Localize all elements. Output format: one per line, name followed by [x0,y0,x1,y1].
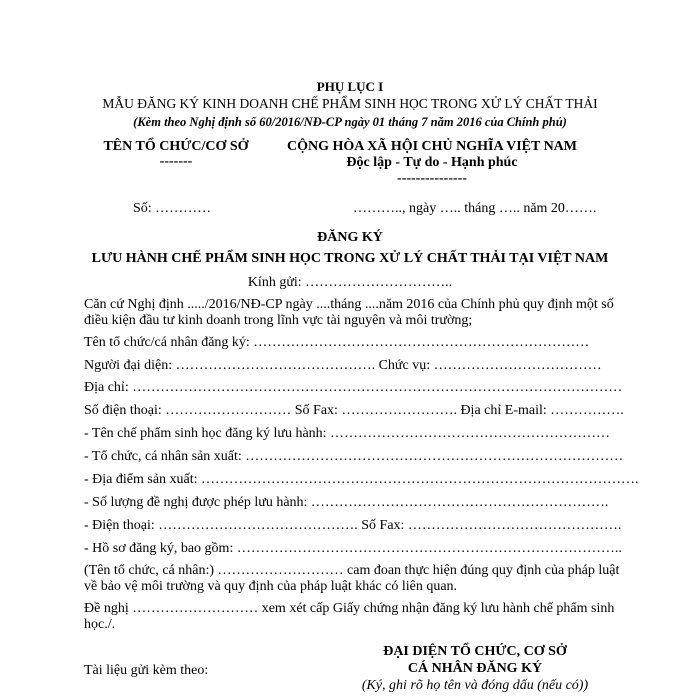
field-quantity: - Số lượng đề nghị được phép lưu hành: ………………………………………………………. [84,495,609,510]
basis-line-2: điều kiện đầu tư kinh doanh trong lĩnh vực tài nguyên và môi trường; [84,313,473,328]
nation-rule: --------------- [397,171,467,186]
field-registrant: Tên tổ chức/cá nhân đăng ký: ……………………………………………………………… [84,335,590,350]
document-title: ĐĂNG KÝ [317,230,383,245]
document-number: Số: ………… [133,201,212,216]
signature-subtitle: CÁ NHÂN ĐĂNG KÝ [407,661,543,676]
attachments-label: Tài liệu gửi kèm theo: [84,663,209,678]
org-rule: ------- [159,154,193,169]
commitment-line-1: (Tên tổ chức, cá nhân:) ……………………… cam đoan thực hiện đúng quy định của pháp luật [84,563,620,578]
appendix-label: PHỤ LỤC I [316,79,384,94]
field-address: Địa chỉ: …………………………………………………………………………………………… [84,380,623,395]
decree-note: (Kèm theo Nghị định số 60/2016/NĐ-CP ngày 01 tháng 7 năm 2016 của Chính phủ) [133,115,567,129]
org-name-label: TÊN TỔ CHỨC/CƠ SỞ [103,139,249,154]
field-representative: Người đại diện: ……………………………………. Chức vụ: ……………………………… [84,358,602,373]
signature-title: ĐẠI DIỆN TỔ CHỨC, CƠ SỞ [383,644,567,659]
signature-note: (Ký, ghi rõ họ tên và đóng dấu (nếu có)) [361,678,589,693]
request-line-1: Đề nghị ……………………… xem xét cấp Giấy chứng nhận đăng ký lưu hành chế phẩm sinh [84,601,615,616]
field-producer: - Tổ chức, cá nhân sản xuất: ……………………………………………………………………… [84,449,624,464]
nation-motto: Độc lập - Tự do - Hạnh phúc [346,155,518,170]
request-line-2: học./. [84,617,116,632]
field-product-name: - Tên chế phẩm sinh học đăng ký lưu hành: …………………………………………………… [84,426,611,441]
document-date: ……….., ngày ….. tháng ….. năm 20……. [353,201,597,216]
recipient-line: Kính gửi: ………………………….. [247,275,453,290]
field-production-site: - Địa điểm sản xuất: …………………………………………………………………………………. [84,472,639,487]
field-dossier: - Hồ sơ đăng ký, bao gồm: ……………………………………………………………………….. [84,541,622,556]
form-title: MẪU ĐĂNG KÝ KINH DOANH CHẾ PHẨM SINH HỌC TRONG XỬ LÝ CHẤT THẢI [102,96,598,111]
field-phone-fax-email: Số điện thoại: ……………………… Số Fax: ……………………. Địa chỉ E-mail: ……………. [84,403,624,418]
basis-line-1: Căn cứ Nghị định ...../2016/NĐ-CP ngày ....tháng ....năm 2016 của Chính phủ quy định một số [84,297,614,312]
document-subtitle: LƯU HÀNH CHẾ PHẨM SINH HỌC TRONG XỬ LÝ CHẤT THẢI TẠI VIỆT NAM [91,251,609,266]
commitment-line-2: về bảo vệ môi trường và quy định của pháp luật khác có liên quan. [84,579,458,594]
nation-title: CỘNG HÒA XÃ HỘI CHỦ NGHĨA VIỆT NAM [286,139,577,154]
field-phone-fax: - Điện thoại: ……………………………………. Số Fax: ………………………………………. [84,518,622,533]
